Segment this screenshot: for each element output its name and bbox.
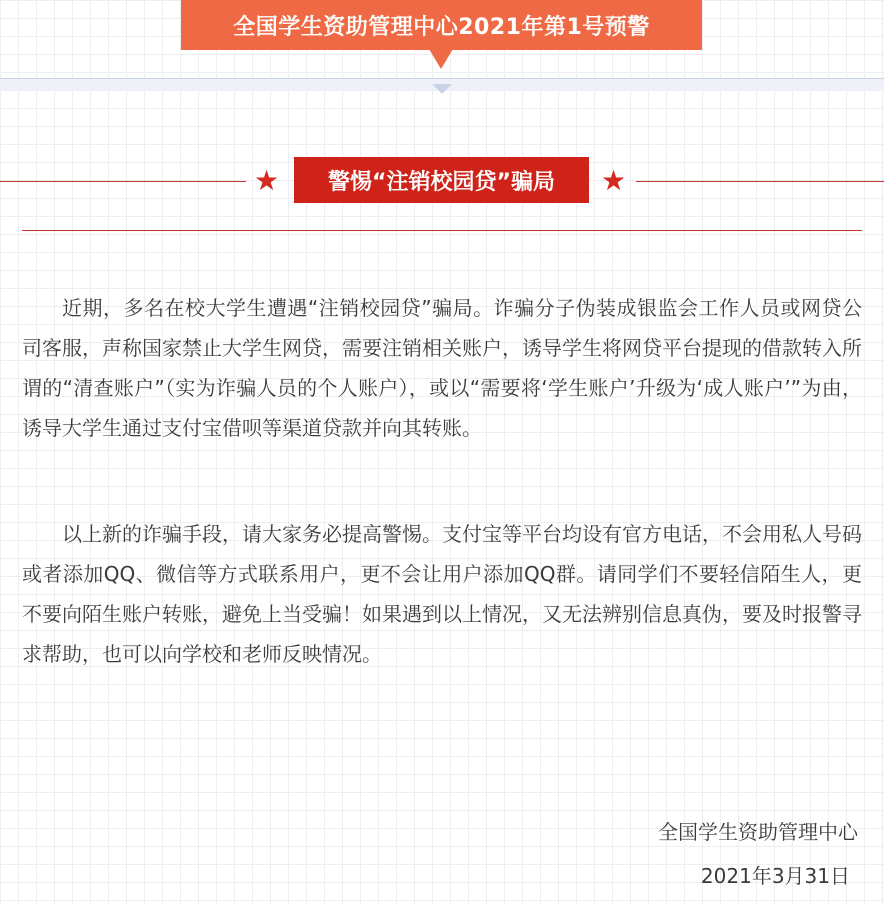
- section-title-box: [294, 157, 589, 203]
- chevron-down-icon: [432, 84, 452, 94]
- paragraph-advice: 以上新的诈骗手段，请大家务必提高警惕。支付宝等平台均设有官方电话，不会用私人号码或者添加QQ、微信等方式联系用户，更不会让用户添加QQ群。请同学们不要轻信陌生人，更不要向陌生账户转账，避免上当受骗！如果遇到以上情况，又无法辨别信息真伪，要及时报警寻求帮助，也可以向学校和老师反映情况。: [22, 522, 862, 666]
- title-rule-left: [0, 181, 246, 182]
- banner-title: 全国学生资助管理中心2021年第1号预警: [233, 14, 650, 40]
- section-title: 警惕“注销校园贷”骗局: [328, 169, 555, 195]
- title-rule-right: [636, 181, 884, 182]
- star-icon-right: ★: [601, 164, 627, 197]
- paragraph-scam-description: 近期，多名在校大学生遭遇“注销校园贷”骗局。诈骗分子伪装成银监会工作人员或网贷公司客服，声称国家禁止大学生网贷，需要注销相关账户，诱导学生将网贷平台提现的借款转入所谓的“清查账户”（实为诈骗人员的个人账户），或以“需要将‘学生账户’升级为‘成人账户’”为由，诱导大学生通过支付宝借呗等渠道贷款并向其转账。: [22, 296, 862, 440]
- signature-date: 2021年3月31日: [700, 864, 850, 888]
- section-divider: [22, 230, 862, 231]
- banner-pointer: [429, 49, 453, 69]
- star-icon-left: ★: [254, 164, 280, 197]
- signature-organization: 全国学生资助管理中心: [658, 820, 858, 844]
- warning-banner: [181, 0, 702, 50]
